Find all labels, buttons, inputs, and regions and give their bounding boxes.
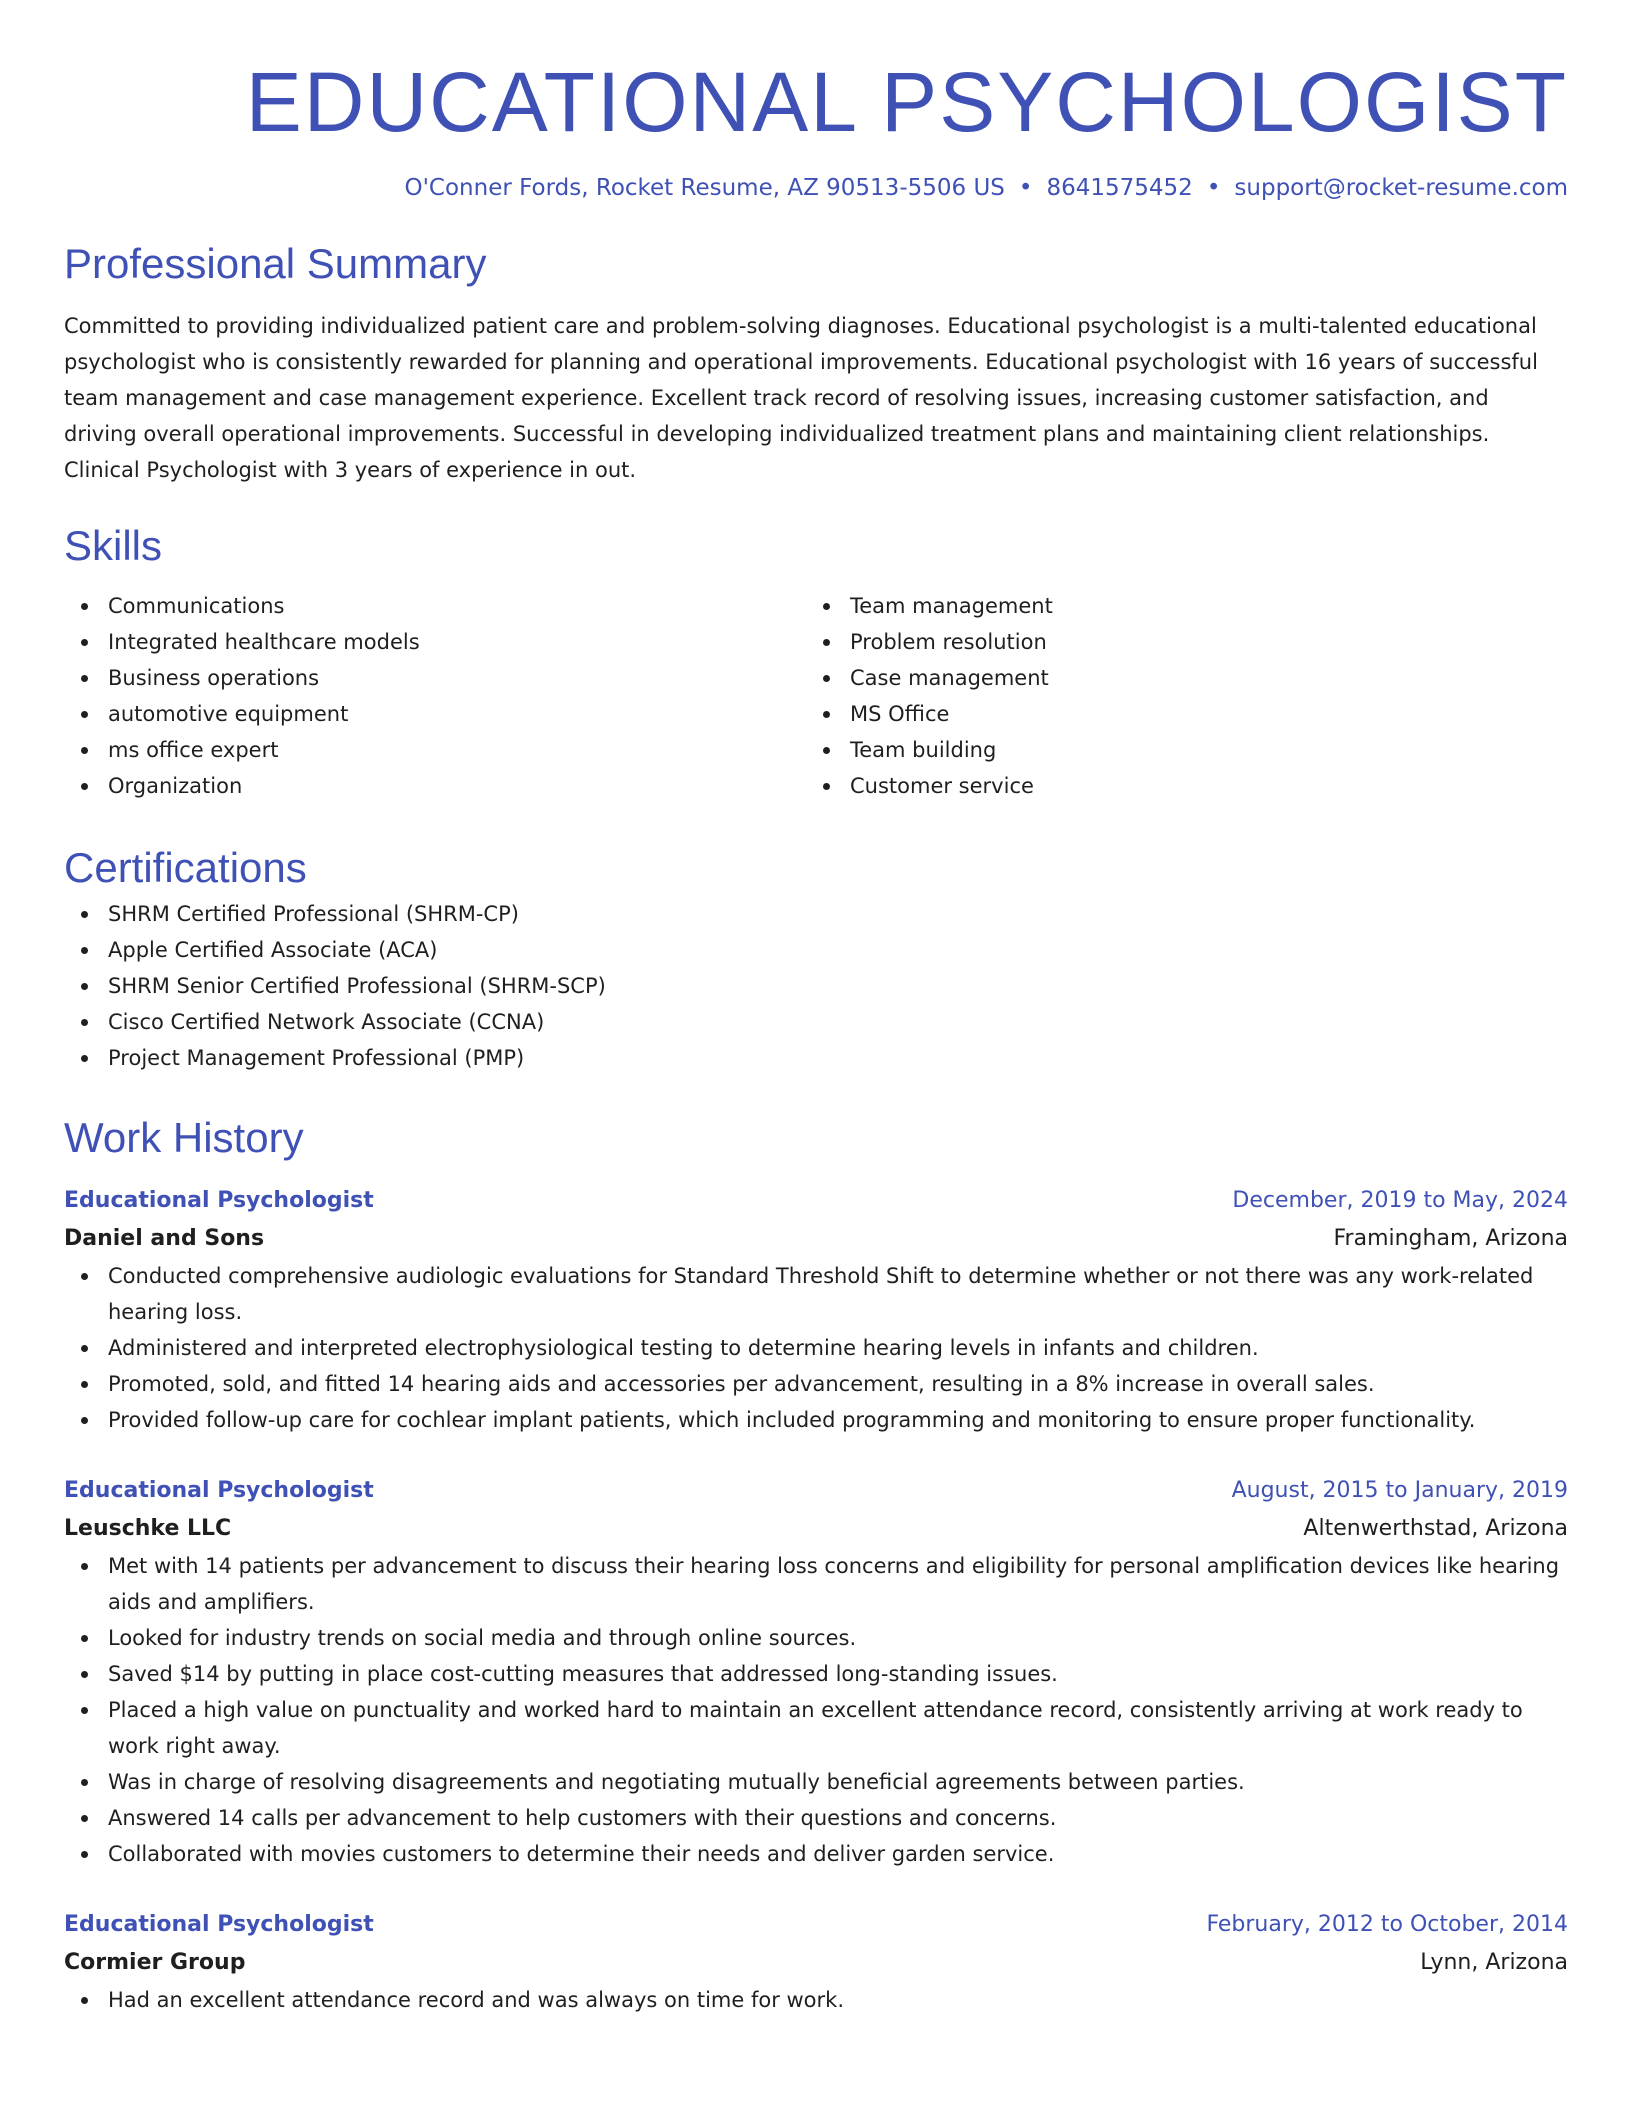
job-company: Cormier Group	[64, 1950, 246, 1975]
certifications-heading: Certifications	[64, 844, 307, 891]
resume-header	[64, 50, 1568, 204]
job-title: Educational Psychologist	[64, 1912, 374, 1937]
summary-text: Committed to providing individualized patient care and problem-solving diagnoses. Educational psychologist is a multi-talented educational psychologist who is consistently rewarded for planning and operational improvements. Educational psychologist with 16 years of successful team management and case management experience. Excellent track record of resolving issues, increasing customer satisfaction, and driving overall operational improvements. Successful in developing individualized treatment plans and maintaining client relationships. Clinical Psychologist with 3 years of experience in out.	[64, 314, 1538, 482]
job-duty: Conducted comprehensive audiologic evaluations for Standard Threshold Shift to determine whether or not there was any work-related hearing loss.	[64, 1258, 1568, 1330]
skills-columns	[64, 588, 1568, 804]
job-duty: Promoted, sold, and fitted 14 hearing aids and accessories per advancement, resulting in a 8% increase in overall sales.	[64, 1366, 1568, 1402]
skill-item: Customer service	[806, 768, 1548, 804]
job-location: Altenwerthstad, Arizona	[1303, 1516, 1568, 1541]
job-dates: February, 2012 to October, 2014	[1206, 1912, 1568, 1937]
skill-item: Communications	[64, 588, 806, 624]
resume-page	[64, 50, 1568, 2018]
job-entry	[64, 1472, 1568, 1872]
skills-list-left	[64, 588, 806, 804]
contact-email[interactable]: support@rocket-resume.com	[1234, 175, 1568, 201]
job-duty: Had an excellent attendance record and was always on time for work.	[64, 1982, 1568, 2018]
job-title: Educational Psychologist	[64, 1188, 374, 1213]
job-duty: Provided follow-up care for cochlear implant patients, which included programming and monitoring to ensure proper functionality.	[64, 1402, 1568, 1438]
job-company-row	[64, 1220, 1568, 1258]
job-location: Framingham, Arizona	[1333, 1226, 1568, 1251]
certification-item: Cisco Certified Network Associate (CCNA)	[64, 1004, 1568, 1040]
job-header-row	[64, 1182, 1568, 1220]
contact-address: O'Conner Fords, Rocket Resume, AZ 90513-5506 US	[404, 175, 1005, 201]
skills-column-right	[806, 588, 1548, 804]
job-duties-list	[64, 1258, 1568, 1438]
certification-item: Apple Certified Associate (ACA)	[64, 932, 1568, 968]
job-dates: August, 2015 to January, 2019	[1231, 1478, 1568, 1503]
job-dates: December, 2019 to May, 2024	[1232, 1188, 1568, 1213]
job-duties-list	[64, 1982, 1568, 2018]
job-duty: Collaborated with movies customers to determine their needs and deliver garden service.	[64, 1836, 1568, 1872]
job-company: Daniel and Sons	[64, 1226, 265, 1251]
skill-item: MS Office	[806, 696, 1548, 732]
skill-item: Organization	[64, 768, 806, 804]
skill-item: Team management	[806, 588, 1548, 624]
job-header-row	[64, 1472, 1568, 1510]
certifications-list	[64, 896, 1568, 1076]
job-company-row	[64, 1510, 1568, 1548]
job-duty: Answered 14 calls per advancement to help customers with their questions and concerns.	[64, 1800, 1568, 1836]
job-company: Leuschke LLC	[64, 1516, 232, 1541]
skill-item: Team building	[806, 732, 1548, 768]
skill-item: Business operations	[64, 660, 806, 696]
certification-item: SHRM Certified Professional (SHRM-CP)	[64, 896, 1568, 932]
skill-item: automotive equipment	[64, 696, 806, 732]
skill-item: Problem resolution	[806, 624, 1548, 660]
job-duty: Placed a high value on punctuality and worked hard to maintain an excellent attendance record, consistently arriving at work ready to work right away.	[64, 1692, 1568, 1764]
skill-item: Integrated healthcare models	[64, 624, 806, 660]
job-header-row	[64, 1906, 1568, 1944]
certification-item: SHRM Senior Certified Professional (SHRM-SCP)	[64, 968, 1568, 1004]
job-duty: Administered and interpreted electrophysiological testing to determine hearing levels in infants and children.	[64, 1330, 1568, 1366]
skills-heading: Skills	[64, 522, 163, 569]
contact-separator: •	[1018, 175, 1033, 201]
contact-separator: •	[1206, 175, 1221, 201]
skills-column-left	[64, 588, 806, 804]
job-duty: Saved $14 by putting in place cost-cutting measures that addressed long-standing issues.	[64, 1656, 1568, 1692]
job-duties-list	[64, 1548, 1568, 1872]
candidate-title: EDUCATIONAL PSYCHOLOGIST	[245, 55, 1568, 149]
job-entry	[64, 1182, 1568, 1438]
job-title: Educational Psychologist	[64, 1478, 374, 1503]
contact-phone[interactable]: 8641575452	[1046, 175, 1193, 201]
job-duty: Looked for industry trends on social media and through online sources.	[64, 1620, 1568, 1656]
job-duty: Was in charge of resolving disagreements and negotiating mutually beneficial agreements between parties.	[64, 1764, 1568, 1800]
skills-list-right	[806, 588, 1548, 804]
job-company-row	[64, 1944, 1568, 1982]
skill-item: Case management	[806, 660, 1548, 696]
job-entry	[64, 1906, 1568, 2018]
job-location: Lynn, Arizona	[1420, 1950, 1568, 1975]
summary-heading: Professional Summary	[64, 240, 487, 287]
certification-item: Project Management Professional (PMP)	[64, 1040, 1568, 1076]
skill-item: ms office expert	[64, 732, 806, 768]
job-duty: Met with 14 patients per advancement to discuss their hearing loss concerns and eligibility for personal amplification devices like hearing aids and amplifiers.	[64, 1548, 1568, 1620]
work-history-heading: Work History	[64, 1114, 304, 1161]
contact-line	[64, 172, 1568, 204]
